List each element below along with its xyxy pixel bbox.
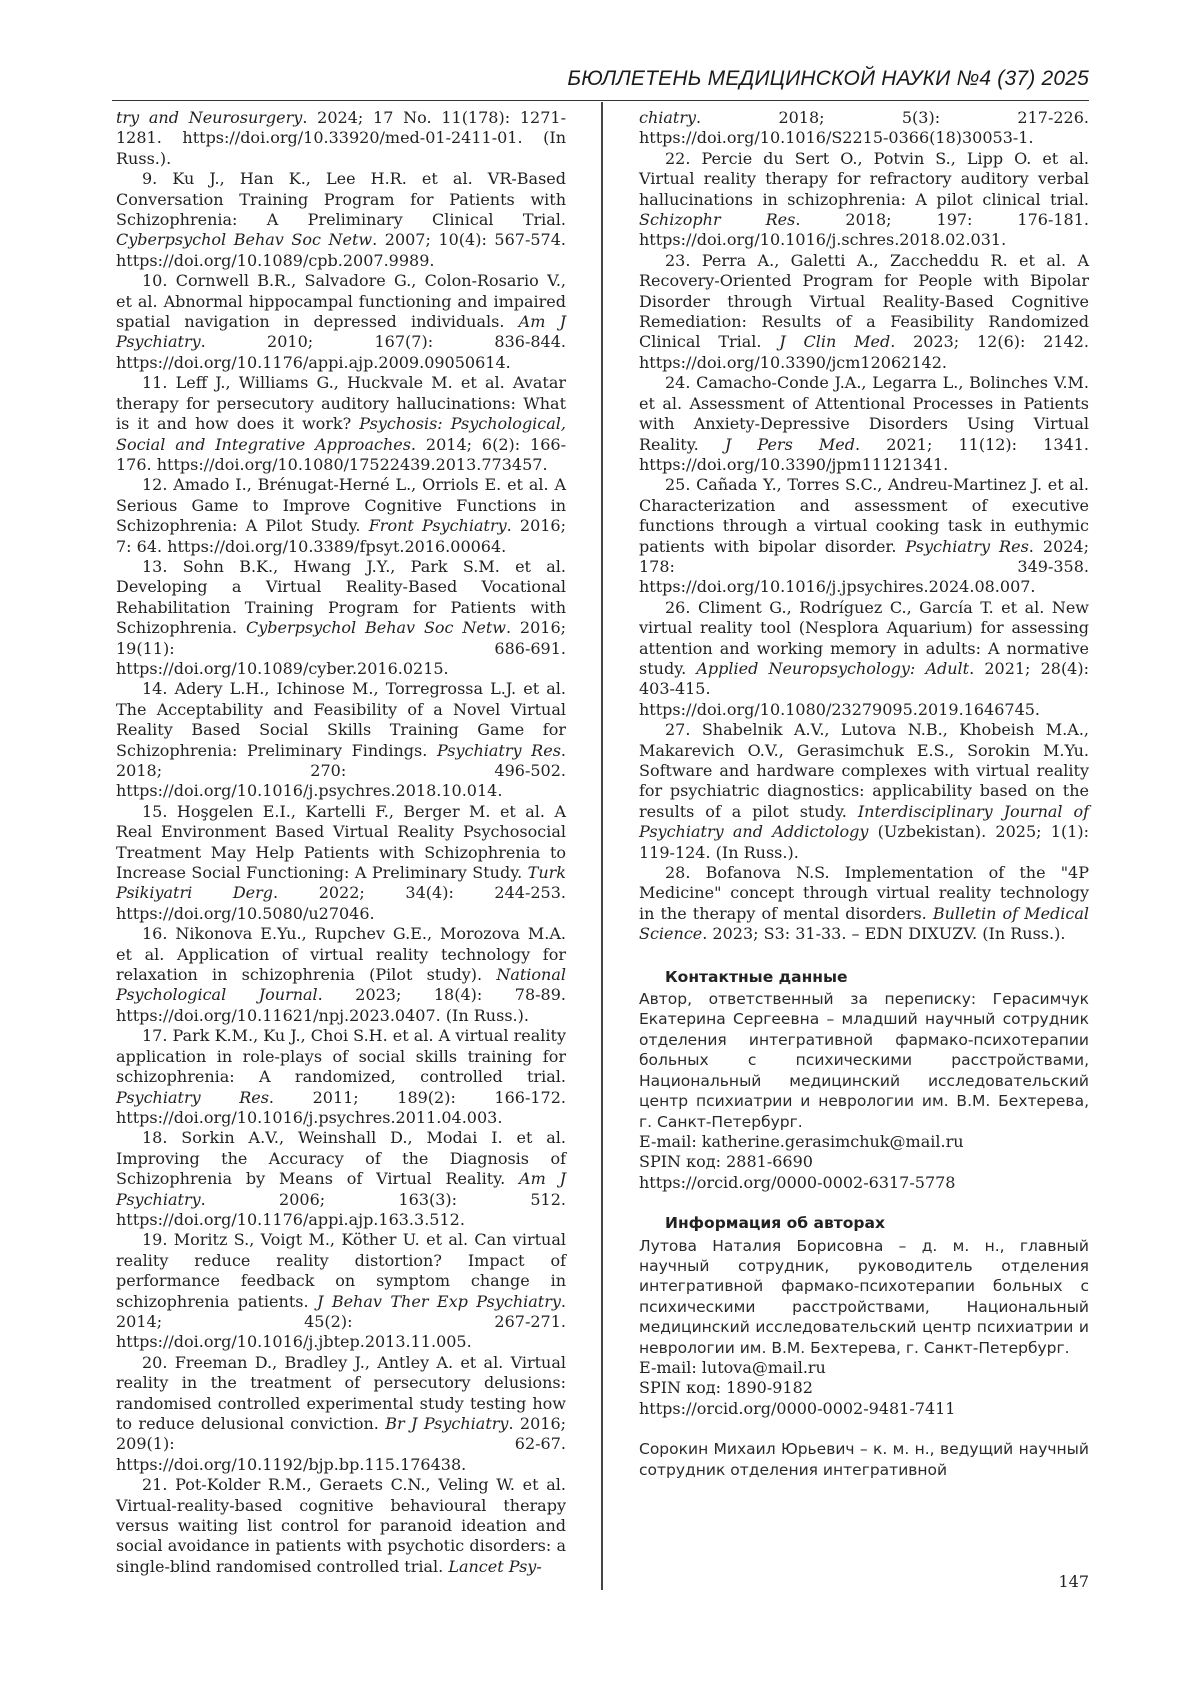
- reference-text: 25. Cañada Y., Torres S.C., Andreu-Martinez J. et al. Characterization and assessment of executive functions through a virtual cooking task in euthymic patients with bipolar disorder.: [639, 475, 1089, 556]
- reference-text: . 2021; 28(4): 403-415. https://doi.org/10.1080/23279095.2019.1646745.: [639, 658, 1089, 719]
- reference-text: . 2023; 12(6): 2142. https://doi.org/10.3390/jcm12062142.: [639, 332, 1089, 372]
- reference-text: . 2018; 197: 176-181. https://doi.org/10.1016/j.schres.2018.02.031.: [639, 210, 1089, 250]
- reference-text: . 2016; 209(1): 62-67. https://doi.org/10.1192/bjp.bp.115.176438.: [116, 1414, 567, 1474]
- left-reference: [116, 1128, 566, 1230]
- reference-text: . 2007; 10(4): 567-574. https://doi.org/10.1089/cpb.2007.9989.: [116, 230, 566, 270]
- reference-text: . 2024; 17 No. 11(178): 1271-1281. https://doi.org/10.33920/med-01-2411-01. (In Russ.).: [116, 108, 566, 168]
- author2-text: Сорокин Михаил Юрьевич – к. м. н., ведущий научный сотрудник отделения интегративной: [639, 1440, 1089, 1479]
- left-reference: [116, 1353, 566, 1475]
- reference-journal: Am J Psychiatry: [116, 312, 567, 352]
- reference-journal: National Psychological Journal: [116, 965, 566, 1005]
- reference-text: . 2022; 34(4): 244-253. https://doi.org/10.5080/u27046.: [116, 883, 566, 923]
- reference-text: . 2024; 178: 349-358. https://doi.org/10.1016/j.jpsychires.2024.08.007.: [639, 536, 1090, 597]
- reference-journal: Applied Neuropsychology: Adult: [696, 658, 970, 678]
- reference-text: 10. Cornwell B.R., Salvadore G., Colon-Rosario V., et al. Abnormal hippocampal functioning and impaired spatial navigation in depressed individuals.: [116, 271, 566, 332]
- left-reference: [116, 802, 566, 924]
- page-number: 147: [1058, 1572, 1089, 1591]
- left-reference: [116, 679, 566, 801]
- contacts-email[interactable]: E-mail: katherine.gerasimchuk@mail.ru: [639, 1131, 964, 1151]
- left-reference: [116, 271, 566, 373]
- reference-text: 22. Percie du Sert O., Potvin S., Lipp O. et al. Virtual reality therapy for refractory auditory verbal hallucinations in schizophrenia: A pilot clinical trial.: [639, 148, 1089, 209]
- left-reference: [116, 924, 566, 1026]
- column-divider: [601, 102, 603, 1590]
- left-reference: [116, 1026, 566, 1128]
- reference-journal: Interdisciplinary Journal of Psychiatry and Addictology: [639, 801, 1090, 842]
- left-reference: [116, 475, 566, 557]
- author1-orcid-link[interactable]: https://orcid.org/0000-0002-9481-7411: [639, 1398, 956, 1418]
- reference-text: . 2023; 18(4): 78-89. https://doi.org/10.11621/npj.2023.0407. (In Russ.).: [116, 985, 566, 1025]
- left-reference: [116, 1475, 566, 1577]
- reference-text: 17. Park K.M., Ku J., Choi S.H. et al. A virtual reality application in role-plays of social skills training for schizophrenia: A randomized, controlled trial.: [116, 1026, 566, 1087]
- right-reference: [639, 475, 1089, 597]
- reference-journal: Turk Psikiyatri Derg: [116, 863, 566, 903]
- right-reference: [639, 149, 1089, 251]
- reference-text: 11. Leff J., Williams G., Huckvale M. et al. Avatar therapy for persecutory auditory hallucinations: What is it and how does it work?: [116, 373, 566, 434]
- reference-text: . 2010; 167(7): 836-844. https://doi.org/10.1176/appi.ajp.2009.09050614.: [116, 332, 566, 372]
- right-reference: [639, 598, 1089, 720]
- reference-text: . 2021; 11(12): 1341. https://doi.org/10.3390/jpm11121341.: [639, 434, 1090, 474]
- reference-journal: Br J Psychiatry: [385, 1414, 509, 1433]
- reference-text: 20. Freeman D., Bradley J., Antley A. et al. Virtual reality in the treatment of persecutory delusions: randomised controlled experimental study testing how to reduce delusional conviction.: [116, 1352, 566, 1433]
- contacts-text: Автор, ответственный за переписку: Герасимчук Екатерина Сергеевна – младший научный сотрудник отделения интегративной фармако-психотерапии больных с психическими расстройствами, Национальный медицинский исследовательский центр психиатрии и неврологии им. В.М. Бехтерева, г. Санкт-Петербург.: [639, 990, 1089, 1131]
- author-spacer: [639, 1419, 1089, 1439]
- reference-journal: Psychiatry Res: [436, 740, 561, 760]
- reference-journal: Cyberpsychol Behav Soc Netw: [245, 618, 506, 638]
- reference-journal: Psychosis: Psychological, Social and Integrative Approaches: [116, 414, 567, 454]
- reference-journal: Bulletin of Medical Science: [639, 903, 1090, 944]
- reference-text: . 2014; 6(2): 166-176. https://doi.org/10.1080/17522439.2013.773457.: [116, 434, 566, 474]
- reference-text: 16. Nikonova E.Yu., Rupchev G.E., Morozova M.A. et al. Application of virtual reality technology for relaxation in schizophrenia (Pilot study).: [116, 924, 566, 985]
- reference-text: 26. Climent G., Rodríguez C., García T. et al. New virtual reality tool (Nesplora Aquarium) for assessing attention and working memory in adults: A normative study.: [639, 597, 1089, 678]
- running-header: [112, 66, 1089, 101]
- left-reference: [116, 557, 566, 679]
- right-reference: [639, 251, 1089, 373]
- reference-journal: Psychiatry Res: [905, 536, 1029, 556]
- right-reference: [639, 863, 1089, 945]
- reference-text: 19. Moritz S., Voigt M., Köther U. et al. Can virtual reality reduce reality distortion? Impact of performance feedback on symptom change in schizophrenia patients.: [116, 1230, 566, 1311]
- reference-text: . 2018; 5(3): 217-226. https://doi.org/10.1016/S2215-0366(18)30053-1.: [639, 108, 1089, 148]
- left-reference: [116, 108, 566, 169]
- reference-text: 23. Perra A., Galetti A., Zaccheddu R. et al. A Recovery-Oriented Program for People with Bipolar Disorder through Virtual Reality-Based Cognitive Remediation: Results of a Feasibility Randomized Clinical Trial.: [639, 250, 1089, 352]
- reference-text: 14. Adery L.H., Ichinose M., Torregrossa L.J. et al. The Acceptability and Feasibility of a Novel Virtual Reality Based Social Skills Training Game for Schizophrenia: Preliminary Findings.: [116, 679, 566, 760]
- reference-text: 18. Sorkin A.V., Weinshall D., Modai I. et al. Improving the Accuracy of the Diagnosis of Schizophrenia by Means of Virtual Reality.: [116, 1128, 566, 1189]
- reference-text: . 2018; 270: 496-502. https://doi.org/10.1016/j.psychres.2018.10.014.: [116, 740, 566, 801]
- reference-journal: J Clin Med: [779, 332, 891, 352]
- reference-journal: Lancet Psy-: [448, 1556, 542, 1576]
- author1-spin: SPIN код: 1890-9182: [639, 1378, 813, 1398]
- reference-text: 21. Pot-Kolder R.M., Geraets C.N., Veling W. et al. Virtual-reality-based cognitive behavioural therapy versus waiting list control for paranoid ideation and social avoidance in patients with psychotic disorders: a single-blind randomised controlled trial.: [116, 1475, 566, 1576]
- reference-journal: Front Psychiatry: [368, 516, 507, 536]
- reference-journal: try and Neurosurgery: [116, 108, 303, 127]
- author1-text: Лутова Наталия Борисовна – д. м. н., главный научный сотрудник, руководитель отделения интегративной фармако-психотерапии больных с психическими расстройствами, Национальный медицинский исследовательский центр психиатрии и неврологии им. В.М. Бехтерева, г. Санкт-Петербург.: [639, 1236, 1089, 1357]
- reference-text: 24. Camacho-Conde J.A., Legarra L., Bolinches V.M. et al. Assessment of Attentional Processes in Patients with Anxiety-Depressive Disorders Using Virtual Reality.: [639, 373, 1089, 454]
- reference-journal: J Pers Med: [724, 434, 856, 454]
- reference-text: . 2006; 163(3): 512. https://doi.org/10.1176/appi.ajp.163.3.512.: [116, 1189, 566, 1229]
- contacts-orcid-link[interactable]: https://orcid.org/0000-0002-6317-5778: [639, 1172, 956, 1192]
- reference-text: . 2016; 7: 64. https://doi.org/10.3389/fpsyt.2016.00064.: [116, 516, 566, 556]
- reference-text: . 2014; 45(2): 267-271. https://doi.org/10.1016/j.jbtep.2013.11.005.: [116, 1291, 567, 1352]
- reference-journal: J Behav Ther Exp Psychiatry: [316, 1291, 561, 1311]
- references-right-list: [639, 108, 1089, 945]
- left-reference: [116, 1230, 566, 1352]
- references-left-column: [116, 108, 566, 1588]
- authors-heading: Информация об авторах: [665, 1214, 885, 1233]
- reference-text: . 2023; S3: 31-33. – EDN DIXUZV. (In Russ.).: [702, 924, 1066, 944]
- reference-journal: Cyberpsychol Behav Soc Netw: [116, 230, 373, 250]
- right-reference: [639, 720, 1089, 863]
- reference-text: 13. Sohn B.K., Hwang J.Y., Park S.M. et al. Developing a Virtual Reality-Based Vocational Rehabilitation Training Program for Patients with Schizophrenia.: [116, 556, 566, 638]
- reference-text: . 2011; 189(2): 166-172. https://doi.org/10.1016/j.psychres.2011.04.003.: [116, 1087, 566, 1127]
- journal-title: БЮЛЛЕТЕНЬ МЕДИЦИНСКОЙ НАУКИ №4 (37) 2025: [567, 67, 1089, 90]
- contacts-spin: SPIN код: 2881-6690: [639, 1152, 813, 1172]
- contacts-heading: Контактные данные: [665, 967, 848, 986]
- right-reference: [639, 108, 1089, 149]
- reference-journal: chiatry: [639, 108, 697, 127]
- right-reference: [639, 373, 1089, 475]
- reference-text: 9. Ku J., Han K., Lee H.R. et al. VR-Based Conversation Training Program for Patients with Schizophrenia: A Preliminary Clinical Trial.: [116, 169, 566, 230]
- reference-text: (Uzbekistan). 2025; 1(1): 119-124. (In Russ.).: [639, 822, 1090, 862]
- reference-journal: Am J Psychiatry: [116, 1169, 567, 1209]
- reference-journal: Schizophr Res: [639, 210, 796, 230]
- left-reference: [116, 169, 566, 271]
- reference-text: 28. Bofanova N.S. Implementation of the "4P Medicine" concept through virtual reality technology in the therapy of mental disorders.: [639, 863, 1089, 923]
- reference-journal: Psychiatry Res: [116, 1087, 269, 1107]
- reference-text: 27. Shabelnik A.V., Lutova N.B., Khobeish M.A., Makarevich O.V., Gerasimchuk E.S., Sorokin M.Yu. Software and hardware complexes with virtual reality for psychiatric diagnostics: applicability based on the results of a pilot study.: [639, 720, 1089, 821]
- reference-text: . 2016; 19(11): 686-691. https://doi.org/10.1089/cyber.2016.0215.: [116, 618, 567, 678]
- left-reference: [116, 373, 566, 475]
- references-right-column: [639, 108, 1089, 1588]
- reference-text: 15. Hoşgelen E.I., Kartelli F., Berger M. et al. A Real Environment Based Virtual Reality Psychosocial Treatment May Help Patients with Schizophrenia to Increase Social Functioning: A Preliminary Study.: [116, 801, 566, 883]
- author1-email[interactable]: E-mail: lutova@mail.ru: [639, 1357, 826, 1377]
- reference-text: 12. Amado I., Brénugat-Herné L., Orriols E. et al. A Serious Game to Improve Cognitive Functions in Schizophrenia: A Pilot Study.: [116, 475, 566, 536]
